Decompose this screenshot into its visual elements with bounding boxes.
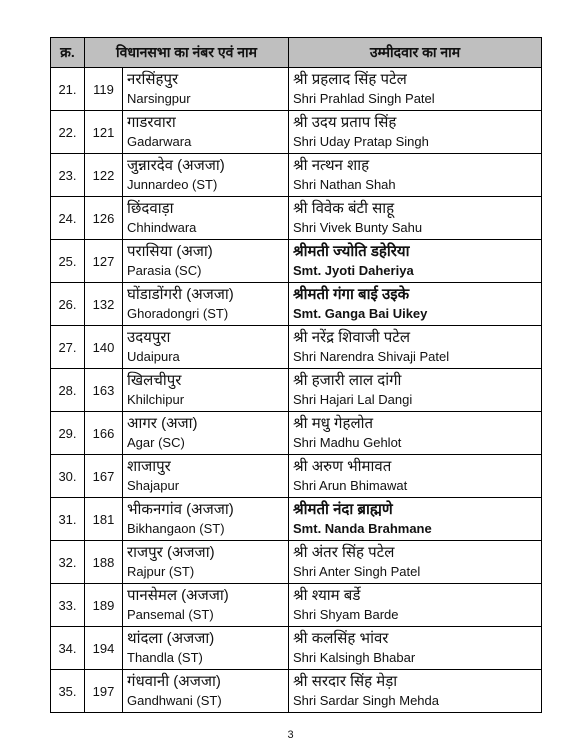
table-header-row bbox=[51, 38, 542, 68]
candidate-name-english: Shri Narendra Shivaji Patel bbox=[293, 349, 450, 364]
constituency-name-cell bbox=[123, 111, 289, 154]
constituency-name-hindi: घोंडाडोंगरी (अजजा) bbox=[127, 286, 234, 303]
candidate-name-hindi: श्री श्याम बर्डे bbox=[293, 587, 361, 604]
candidate-name-cell bbox=[289, 627, 542, 670]
constituency-number-cell: 126 bbox=[85, 197, 123, 240]
table-row bbox=[51, 369, 542, 412]
constituency-name-hindi: नरसिंहपुर bbox=[127, 71, 179, 88]
candidate-name-cell bbox=[289, 498, 542, 541]
constituency-name-hindi: परासिया (अजा) bbox=[127, 243, 213, 260]
constituency-number-cell: 140 bbox=[85, 326, 123, 369]
constituency-name-english: Rajpur (ST) bbox=[127, 564, 195, 579]
candidate-name-english: Shri Shyam Barde bbox=[293, 607, 399, 622]
constituency-name-hindi: शाजापुर bbox=[127, 458, 171, 475]
constituency-name-english: Agar (SC) bbox=[127, 435, 185, 450]
constituency-number-cell: 166 bbox=[85, 412, 123, 455]
candidate-name-english: Shri Anter Singh Patel bbox=[293, 564, 421, 579]
table-row bbox=[51, 541, 542, 584]
constituency-name-cell bbox=[123, 283, 289, 326]
candidate-name-cell bbox=[289, 68, 542, 111]
constituency-name-cell bbox=[123, 627, 289, 670]
constituency-name-english: Udaipura bbox=[127, 349, 180, 364]
table-body bbox=[51, 68, 542, 713]
constituency-name-english: Parasia (SC) bbox=[127, 263, 202, 278]
constituency-name-cell bbox=[123, 455, 289, 498]
serial-cell: 24. bbox=[51, 197, 85, 240]
constituency-number-cell: 167 bbox=[85, 455, 123, 498]
candidate-name-hindi: श्रीमती ज्योति डहेरिया bbox=[293, 243, 410, 260]
constituency-number-cell: 197 bbox=[85, 670, 123, 713]
candidate-table bbox=[50, 37, 542, 713]
constituency-name-hindi: थांदला (अजजा) bbox=[127, 630, 215, 647]
table-row bbox=[51, 670, 542, 713]
constituency-name-cell bbox=[123, 584, 289, 627]
constituency-name-hindi: राजपुर (अजजा) bbox=[127, 544, 215, 561]
constituency-name-english: Junnardeo (ST) bbox=[127, 177, 218, 192]
serial-cell: 33. bbox=[51, 584, 85, 627]
candidate-name-cell bbox=[289, 670, 542, 713]
serial-cell: 21. bbox=[51, 68, 85, 111]
candidate-name-cell bbox=[289, 455, 542, 498]
constituency-number-cell: 189 bbox=[85, 584, 123, 627]
constituency-name-english: Thandla (ST) bbox=[127, 650, 203, 665]
constituency-name-english: Shajapur bbox=[127, 478, 180, 493]
candidate-name-english: Shri Uday Pratap Singh bbox=[293, 134, 429, 149]
candidate-name-cell bbox=[289, 412, 542, 455]
table-row bbox=[51, 584, 542, 627]
candidate-name-hindi: श्री उदय प्रताप सिंह bbox=[293, 114, 397, 131]
candidate-name-cell bbox=[289, 197, 542, 240]
constituency-name-cell bbox=[123, 197, 289, 240]
candidate-name-english: Smt. Ganga Bai Uikey bbox=[293, 306, 428, 321]
constituency-name-hindi: पानसेमल (अजजा) bbox=[127, 587, 229, 604]
constituency-name-hindi: आगर (अजा) bbox=[127, 415, 198, 432]
candidate-name-cell bbox=[289, 283, 542, 326]
constituency-name-english: Pansemal (ST) bbox=[127, 607, 214, 622]
candidate-name-english: Shri Hajari Lal Dangi bbox=[293, 392, 413, 407]
constituency-name-english: Narsingpur bbox=[127, 91, 191, 106]
constituency-name-hindi: खिलचीपुर bbox=[127, 372, 182, 389]
constituency-number-cell: 132 bbox=[85, 283, 123, 326]
constituency-name-cell bbox=[123, 670, 289, 713]
candidate-name-hindi: श्री प्रहलाद सिंह पटेल bbox=[293, 71, 407, 88]
constituency-name-hindi: गंधवानी (अजजा) bbox=[127, 673, 221, 690]
constituency-name-hindi: गाडरवारा bbox=[127, 114, 176, 131]
serial-cell: 31. bbox=[51, 498, 85, 541]
serial-cell: 34. bbox=[51, 627, 85, 670]
candidate-name-cell bbox=[289, 369, 542, 412]
candidate-name-english: Shri Vivek Bunty Sahu bbox=[293, 220, 423, 235]
serial-cell: 26. bbox=[51, 283, 85, 326]
candidate-name-cell bbox=[289, 541, 542, 584]
table-row bbox=[51, 498, 542, 541]
candidate-name-hindi: श्री अंतर सिंह पटेल bbox=[293, 544, 395, 561]
constituency-number-cell: 188 bbox=[85, 541, 123, 584]
candidate-name-cell bbox=[289, 240, 542, 283]
constituency-name-hindi: छिंदवाड़ा bbox=[127, 200, 174, 217]
constituency-name-cell bbox=[123, 326, 289, 369]
constituency-name-cell bbox=[123, 68, 289, 111]
constituency-name-english: Khilchipur bbox=[127, 392, 185, 407]
constituency-number-cell: 119 bbox=[85, 68, 123, 111]
table-row bbox=[51, 455, 542, 498]
header-serial: क्र. bbox=[51, 38, 85, 68]
candidate-name-english: Shri Sardar Singh Mehda bbox=[293, 693, 439, 708]
serial-cell: 23. bbox=[51, 154, 85, 197]
candidate-name-english: Shri Prahlad Singh Patel bbox=[293, 91, 435, 106]
table-row bbox=[51, 111, 542, 154]
candidate-name-hindi: श्री नत्थन शाह bbox=[293, 157, 370, 174]
table-row bbox=[51, 154, 542, 197]
serial-cell: 27. bbox=[51, 326, 85, 369]
candidate-name-english: Shri Kalsingh Bhabar bbox=[293, 650, 416, 665]
candidate-name-hindi: श्री विवेक बंटी साहू bbox=[293, 200, 395, 217]
constituency-name-cell bbox=[123, 154, 289, 197]
header-candidate: उम्मीदवार का नाम bbox=[289, 38, 542, 68]
constituency-name-english: Gandhwani (ST) bbox=[127, 693, 222, 708]
candidate-name-hindi: श्री सरदार सिंह मेड़ा bbox=[293, 673, 398, 690]
candidate-name-hindi: श्रीमती गंगा बाई उइके bbox=[293, 286, 410, 303]
table-row bbox=[51, 412, 542, 455]
serial-cell: 29. bbox=[51, 412, 85, 455]
constituency-name-cell bbox=[123, 498, 289, 541]
constituency-name-english: Chhindwara bbox=[127, 220, 197, 235]
candidate-name-cell bbox=[289, 154, 542, 197]
constituency-name-cell bbox=[123, 369, 289, 412]
constituency-name-cell bbox=[123, 541, 289, 584]
candidate-name-english: Shri Arun Bhimawat bbox=[293, 478, 408, 493]
candidate-name-cell bbox=[289, 584, 542, 627]
table-row bbox=[51, 627, 542, 670]
candidate-name-hindi: श्री अरुण भीमावत bbox=[293, 458, 392, 475]
candidate-name-english: Shri Madhu Gehlot bbox=[293, 435, 402, 450]
candidate-name-cell bbox=[289, 326, 542, 369]
serial-cell: 32. bbox=[51, 541, 85, 584]
table-row bbox=[51, 283, 542, 326]
constituency-number-cell: 163 bbox=[85, 369, 123, 412]
constituency-name-hindi: भीकनगांव (अजजा) bbox=[127, 501, 234, 518]
constituency-number-cell: 122 bbox=[85, 154, 123, 197]
candidate-name-hindi: श्री नरेंद्र शिवाजी पटेल bbox=[293, 329, 411, 346]
serial-cell: 25. bbox=[51, 240, 85, 283]
constituency-name-hindi: उदयपुरा bbox=[127, 329, 171, 346]
constituency-name-cell bbox=[123, 240, 289, 283]
candidate-name-hindi: श्रीमती नंदा ब्राह्मणे bbox=[293, 501, 393, 518]
constituency-number-cell: 127 bbox=[85, 240, 123, 283]
candidate-name-english: Shri Nathan Shah bbox=[293, 177, 396, 192]
table-row bbox=[51, 68, 542, 111]
constituency-name-english: Bikhangaon (ST) bbox=[127, 521, 225, 536]
candidate-name-cell bbox=[289, 111, 542, 154]
constituency-number-cell: 121 bbox=[85, 111, 123, 154]
constituency-number-cell: 181 bbox=[85, 498, 123, 541]
table-row bbox=[51, 240, 542, 283]
table-row bbox=[51, 197, 542, 240]
serial-cell: 30. bbox=[51, 455, 85, 498]
candidate-name-hindi: श्री मधु गेहलोत bbox=[293, 415, 374, 432]
candidate-name-english: Smt. Jyoti Daheriya bbox=[293, 263, 414, 278]
page-number: 3 bbox=[287, 729, 294, 741]
constituency-number-cell: 194 bbox=[85, 627, 123, 670]
table-row bbox=[51, 326, 542, 369]
candidate-name-hindi: श्री हजारी लाल दांगी bbox=[293, 372, 402, 389]
serial-cell: 35. bbox=[51, 670, 85, 713]
constituency-name-hindi: जुन्नारदेव (अजजा) bbox=[127, 157, 225, 174]
constituency-name-cell bbox=[123, 412, 289, 455]
candidate-name-hindi: श्री कलसिंह भांवर bbox=[293, 630, 389, 647]
serial-cell: 22. bbox=[51, 111, 85, 154]
candidate-name-english: Smt. Nanda Brahmane bbox=[293, 521, 432, 536]
serial-cell: 28. bbox=[51, 369, 85, 412]
constituency-name-english: Gadarwara bbox=[127, 134, 192, 149]
header-constituency: विधानसभा का नंबर एवं नाम bbox=[85, 38, 289, 68]
constituency-name-english: Ghoradongri (ST) bbox=[127, 306, 229, 321]
